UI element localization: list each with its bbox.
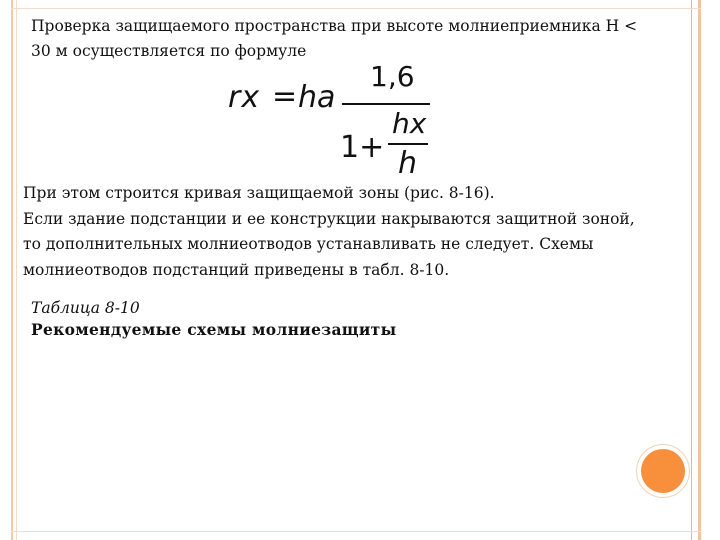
formula-rx: rx <box>228 80 261 115</box>
frame-left-inner-line <box>16 0 17 540</box>
formula-numerator: 1,6 <box>370 60 415 93</box>
body-line: молниеотводов подстанций приведены в табл. 8-10. <box>23 260 450 279</box>
frame-left-line <box>11 0 13 540</box>
formula-equals: = <box>272 79 298 114</box>
table-title: Рекомендуемые схемы молниезащиты <box>31 320 397 339</box>
table-caption: Таблица 8-10 <box>31 299 140 317</box>
body-line: Если здание подстанции и ее конструкции накрываются защитной зоной, <box>23 209 635 228</box>
intro-line-2: 30 м осуществляется по формуле <box>31 42 307 60</box>
frame-right-outer-line <box>698 0 701 540</box>
intro-paragraph <box>31 14 671 64</box>
formula-h: h <box>398 146 418 181</box>
formula-one-plus: 1+ <box>340 130 385 165</box>
decorative-circle-icon <box>641 449 685 493</box>
body-line: то дополнительных молниеотводов устанавливать не следует. Схемы <box>23 235 594 253</box>
frame-top-line <box>11 8 701 9</box>
formula-ha: ha <box>298 80 336 115</box>
frame-right-line <box>691 0 692 540</box>
formula-inner-fraction-bar <box>388 143 428 145</box>
protection-zone-formula <box>228 60 448 190</box>
body-paragraph <box>23 181 683 283</box>
formula-hx: hx <box>392 107 427 140</box>
body-line: При этом строится кривая защищаемой зоны (рис. 8-16). <box>23 184 495 202</box>
formula-main-fraction-bar <box>342 103 430 105</box>
intro-line-1: Проверка защищаемого пространства при высоте молниеприемника H < <box>31 17 638 35</box>
frame-bottom-line <box>11 531 701 532</box>
